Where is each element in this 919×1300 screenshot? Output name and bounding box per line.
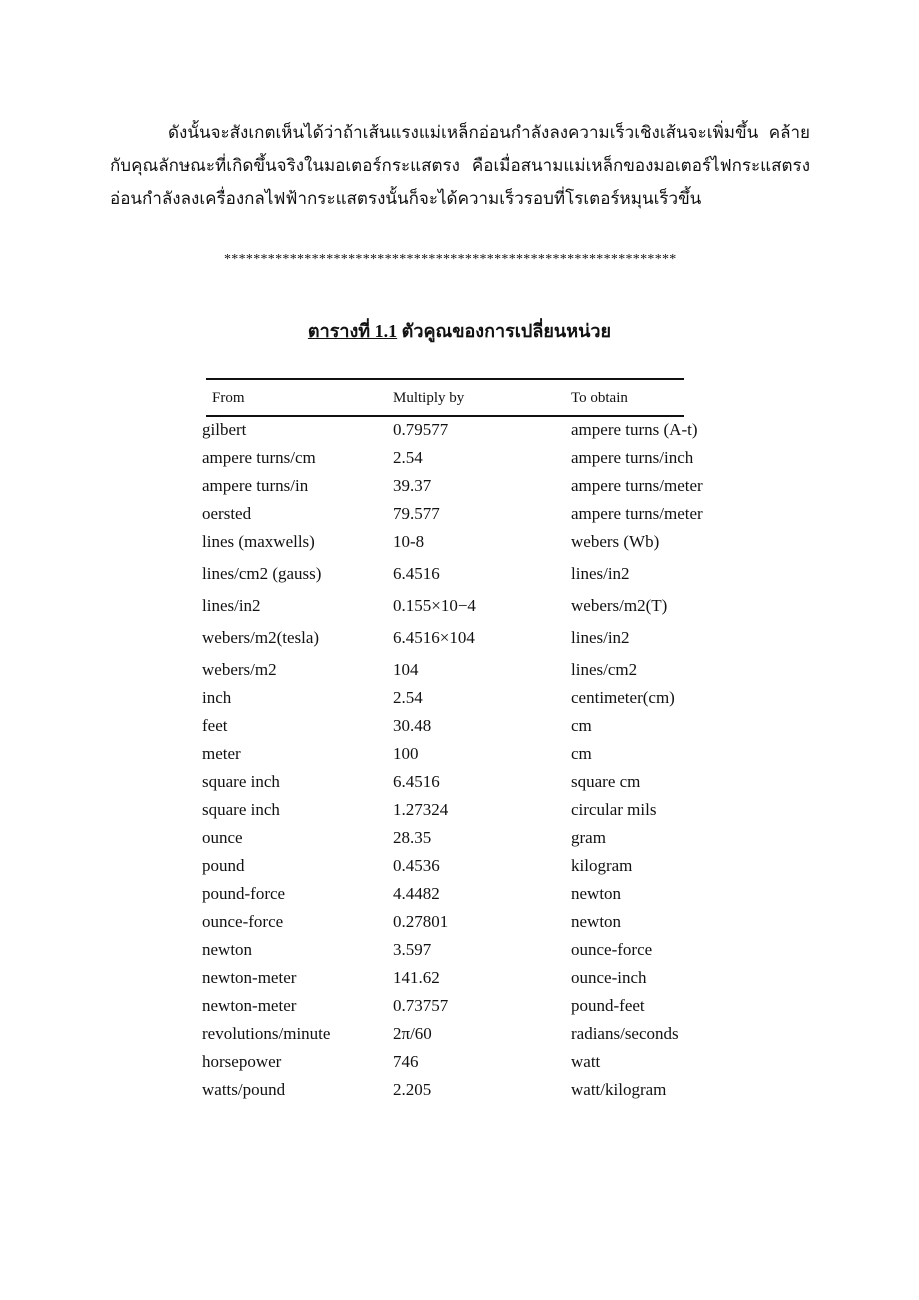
cell-multiply: 100 bbox=[393, 744, 419, 763]
table-row bbox=[0, 912, 919, 940]
cell-from: horsepower bbox=[202, 1052, 282, 1071]
cell-from: webers/m2 bbox=[202, 660, 277, 679]
table-header-rule bbox=[206, 415, 684, 417]
cell-from: newton-meter bbox=[202, 996, 297, 1015]
cell-from: inch bbox=[202, 688, 232, 707]
table-row bbox=[0, 968, 919, 996]
cell-from: oersted bbox=[202, 504, 252, 523]
cell-from: watts/pound bbox=[202, 1080, 286, 1099]
cell-to: radians/seconds bbox=[571, 1024, 679, 1043]
section-separator: ************************************************************** bbox=[224, 252, 677, 267]
header-multiply-by: Multiply by bbox=[393, 390, 465, 406]
cell-multiply: 141.62 bbox=[393, 968, 440, 987]
table-row bbox=[0, 504, 919, 532]
cell-to: lines/cm2 bbox=[571, 660, 638, 679]
cell-from: gilbert bbox=[202, 420, 247, 439]
table-row bbox=[0, 800, 919, 828]
cell-to: ampere turns/meter bbox=[571, 476, 703, 495]
cell-multiply: 2.54 bbox=[393, 448, 423, 467]
cell-to: lines/in2 bbox=[571, 628, 630, 647]
cell-multiply: 6.4516 bbox=[393, 772, 440, 791]
cell-from: ounce bbox=[202, 828, 243, 847]
cell-multiply: 39.37 bbox=[393, 476, 432, 495]
cell-to: centimeter(cm) bbox=[571, 688, 675, 707]
cell-multiply: 104 bbox=[393, 660, 419, 679]
cell-to: ampere turns/inch bbox=[571, 448, 694, 467]
cell-from: pound-force bbox=[202, 884, 286, 903]
cell-multiply: 6.4516×104 bbox=[393, 628, 475, 647]
table-row bbox=[0, 448, 919, 476]
cell-multiply: 79.577 bbox=[393, 504, 440, 523]
cell-to: newton bbox=[571, 912, 622, 931]
cell-to: circular mils bbox=[571, 800, 657, 819]
cell-to: watt bbox=[571, 1052, 601, 1071]
table-row bbox=[0, 716, 919, 744]
cell-from: ampere turns/cm bbox=[202, 448, 316, 467]
cell-to: cm bbox=[571, 716, 592, 735]
cell-to: webers (Wb) bbox=[571, 532, 660, 551]
cell-from: square inch bbox=[202, 800, 280, 819]
cell-to: watt/kilogram bbox=[571, 1080, 667, 1099]
table-row bbox=[0, 940, 919, 968]
cell-multiply: 1.27324 bbox=[393, 800, 449, 819]
table-row bbox=[0, 828, 919, 856]
cell-from: ampere turns/in bbox=[202, 476, 309, 495]
cell-multiply: 30.48 bbox=[393, 716, 432, 735]
table-row bbox=[0, 688, 919, 716]
cell-multiply: 746 bbox=[393, 1052, 419, 1071]
cell-to: newton bbox=[571, 884, 622, 903]
cell-to: lines/in2 bbox=[571, 564, 630, 583]
table-caption-number: ตารางที่ 1.1 bbox=[307, 321, 398, 341]
cell-from-text: lines (maxwells) bbox=[202, 532, 315, 551]
cell-to: square cm bbox=[571, 772, 641, 791]
cell-to: kilogram bbox=[571, 856, 633, 875]
cell-multiply: 28.35 bbox=[393, 828, 432, 847]
cell-multiply: 6.4516 bbox=[393, 564, 440, 583]
table-caption bbox=[0, 316, 919, 345]
cell-from: meter bbox=[202, 744, 241, 763]
cell-from: ounce-force bbox=[202, 912, 284, 931]
table-row bbox=[0, 884, 919, 912]
cell-multiply: 2π/60 bbox=[393, 1024, 432, 1043]
cell-to: ounce-force bbox=[571, 940, 653, 959]
cell-multiply: 0.27801 bbox=[393, 912, 449, 931]
table-row bbox=[0, 1080, 919, 1108]
table-row bbox=[0, 856, 919, 884]
cell-multiply: 10-8 bbox=[393, 532, 425, 551]
cell-multiply: 0.4536 bbox=[393, 856, 440, 875]
table-row bbox=[0, 476, 919, 504]
cell-multiply: 3.597 bbox=[393, 940, 432, 959]
cell-to: ampere turns (A-t) bbox=[571, 420, 698, 439]
cell-from: feet bbox=[202, 716, 228, 735]
cell-multiply: 0.79577 bbox=[393, 420, 449, 439]
body-paragraph: ดังนั้นจะสังเกตเห็นได้ว่าถ้าเส้นแรงแม่เหล็กอ่อนกำลังลงความเร็วเชิงเส้นจะเพิ่มขึ้น คล้ายกับคุณลักษณะที่เกิดขึ้นจริงในมอเตอร์กระแสตรง คือเมื่อสนามแม่เหล็กของมอเตอร์ไฟกระแสตรงอ่อนกำลังลงเครื่องกลไฟฟ้ากระแสตรงนั้นก็จะได้ความเร็วรอบที่โรเตอร์หมุนเร็วขึ้น bbox=[110, 123, 810, 208]
table-row bbox=[0, 420, 919, 448]
table-row bbox=[0, 532, 919, 560]
cell-from: lines/in2 bbox=[202, 596, 261, 615]
table-caption-title: ตัวคูณของการเปลี่ยนหน่วย bbox=[401, 321, 612, 341]
header-from: From bbox=[212, 390, 245, 406]
cell-from: newton-meter bbox=[202, 968, 297, 987]
cell-to: gram bbox=[571, 828, 606, 847]
table-row bbox=[0, 596, 919, 624]
table-row bbox=[0, 564, 919, 592]
cell-from: newton bbox=[202, 940, 253, 959]
cell-multiply: 4.4482 bbox=[393, 884, 440, 903]
cell-from: pound bbox=[202, 856, 245, 875]
cell-to: ounce-inch bbox=[571, 968, 647, 987]
table-row bbox=[0, 1052, 919, 1080]
table-row bbox=[0, 660, 919, 688]
cell-multiply: 0.155×10−4 bbox=[393, 596, 476, 615]
cell-multiply: 2.205 bbox=[393, 1080, 432, 1099]
cell-from: webers/m2(tesla) bbox=[202, 628, 320, 647]
header-to-obtain: To obtain bbox=[571, 390, 628, 406]
cell-from: revolutions/minute bbox=[202, 1024, 331, 1043]
cell-to: pound-feet bbox=[571, 996, 645, 1015]
table-row bbox=[0, 1024, 919, 1052]
cell-to: ampere turns/meter bbox=[571, 504, 703, 523]
table-row bbox=[0, 744, 919, 772]
cell-multiply: 2.54 bbox=[393, 688, 423, 707]
cell-to: webers/m2(T) bbox=[571, 596, 668, 615]
cell-from: lines/cm2 (gauss) bbox=[202, 564, 322, 583]
table-row bbox=[0, 996, 919, 1024]
cell-from: square inch bbox=[202, 772, 280, 791]
table-top-rule bbox=[206, 378, 684, 380]
cell-multiply: 0.73757 bbox=[393, 996, 449, 1015]
table-row bbox=[0, 628, 919, 656]
table-row bbox=[0, 772, 919, 800]
cell-to: cm bbox=[571, 744, 592, 763]
cell-from bbox=[202, 532, 315, 552]
